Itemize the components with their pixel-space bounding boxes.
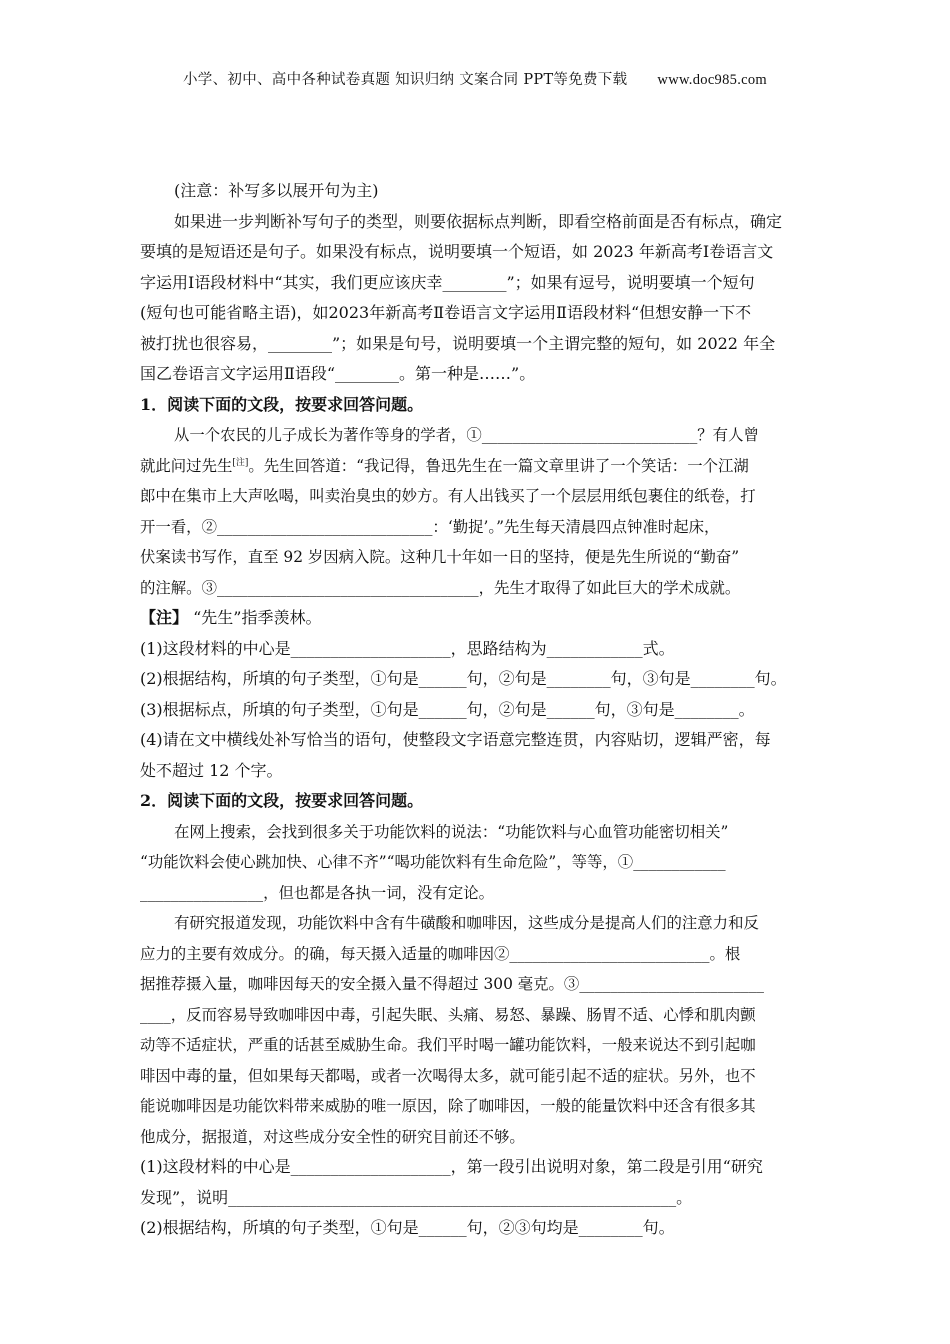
header-site-link[interactable]: www.doc985.com — [657, 72, 767, 88]
intro-line: 要填的是短语还是句子。如果没有标点，说明要填一个短语，如 2023 年新高考Ⅰ卷语言文 — [140, 242, 774, 261]
intro-note: (注意：补写多以展开句为主) — [174, 181, 379, 200]
intro-line: 国乙卷语言文字运用Ⅱ语段“________。第一种是……”。 — [140, 364, 536, 383]
header-text: 小学、初中、高中各种试卷真题 知识归纳 文案合同 PPT等免费下载 — [183, 72, 628, 88]
q1-note — [140, 603, 812, 634]
q1-sub-question: (3)根据标点，所填的句子类型，①句是______句，②句是______句，③句是________。 — [140, 699, 755, 719]
q2-passage-line: ____，反而容易导致咖啡因中毒，引起失眠、头痛、易怒、暴躁、肠胃不适、心悸和肌肉颤 — [140, 1005, 756, 1024]
note-label: 【注】 — [140, 608, 189, 627]
q2-passage-line: 啡因中毒的量，但如果每天都喝，或者一次喝得太多，就可能引起不适的症状。另外，也不 — [140, 1066, 756, 1085]
q1-sub-question: (4)请在文中横线处补写恰当的语句，使整段文字语意完整连贯，内容贴切，逻辑严密，每 — [140, 730, 771, 749]
q2-passage-line: 有研究报道发现，功能饮料中含有牛磺酸和咖啡因，这些成分是提高人们的注意力和反 — [174, 914, 759, 932]
document-body — [140, 176, 812, 1244]
q2-passage-line: “功能饮料会使心跳加快、心律不齐”“喝功能饮料有生命危险”，等等，①____________ — [140, 853, 726, 871]
q2-passage-line: ________________，但也都是各执一词，没有定论。 — [140, 883, 494, 902]
q1-passage-text: 。先生回答道：“我记得，鲁迅先生在一篇文章里讲了一个笑话：一个江湖 — [248, 456, 749, 475]
q1-sub-question: (1)这段材料的中心是____________________，思路结构为____________式。 — [140, 638, 675, 658]
intro-line: 字运用Ⅰ语段材料中“其实，我们更应该庆幸________”；如果有逗号，说明要填一个短句 — [140, 272, 755, 292]
intro-line: 被打扰也很容易，________”；如果是句号，说明要填一个主谓完整的短句，如 2022 年全 — [140, 333, 776, 353]
q2-passage-line: 能说咖啡因是功能饮料带来威胁的唯一原因，除了咖啡因，一般的能量饮料中还含有很多其 — [140, 1097, 756, 1115]
q1-passage-line: 开一看，②____________________________：‘勤捉’。”先生每天清晨四点钟准时起床， — [140, 517, 720, 536]
question-1-title: 1．阅读下面的文段，按要求回答问题。 — [140, 394, 424, 414]
q2-passage-line: 据推荐摄入量，咖啡因每天的安全摄入量不得超过 300 毫克。③________________________ — [140, 975, 765, 993]
q2-passage-line: 他成分，据报道，对这些成分安全性的研究目前还不够。 — [140, 1127, 525, 1146]
question-2-title: 2．阅读下面的文段，按要求回答问题。 — [140, 791, 424, 810]
q1-passage-line: 郎中在集市上大声吆喝，叫卖治臭虫的妙方。有人出钱买了一个层层用纸包裹住的纸卷，打 — [140, 487, 756, 505]
q1-passage-line — [140, 451, 812, 482]
q2-passage-line: 动等不适症状，严重的话甚至威胁生命。我们平时喝一罐功能饮料，一般来说达不到引起咖 — [140, 1036, 756, 1054]
q1-passage-line: 从一个农民的儿子成长为著作等身的学者，①____________________________？有人曾 — [174, 426, 759, 444]
intro-line: (短句也可能省略主语)，如2023年新高考Ⅱ卷语言文字运用Ⅱ语段材料“但想安静一下不 — [140, 303, 752, 322]
note-text: “先生”指季羡林。 — [193, 608, 322, 627]
footnote-marker: [注] — [232, 457, 249, 468]
page-header — [0, 68, 950, 89]
q1-passage-text: 就此问过先生 — [140, 456, 233, 475]
q2-sub-question: (1)这段材料的中心是____________________，第一段引出说明对象，第二段是引用“研究 — [140, 1157, 763, 1176]
q1-passage-line: 的注解。③__________________________________，先生才取得了如此巨大的学术成就。 — [140, 578, 741, 597]
q2-passage-line: 应力的主要有效成分。的确，每天摄入适量的咖啡因②__________________________。根 — [140, 944, 741, 963]
q1-passage-line: 伏案读书写作，直至 92 岁因病入院。这种几十年如一日的坚持，便是先生所说的“勤奋” — [140, 548, 740, 566]
q1-sub-question: (2)根据结构，所填的句子类型，①句是______句，②句是________句，③句是________句。 — [140, 669, 787, 688]
q1-sub-question: 处不超过 12 个字。 — [140, 760, 283, 780]
q2-passage-line: 在网上搜索，会找到很多关于功能饮料的说法：“功能饮料与心血管功能密切相关” — [174, 822, 729, 841]
intro-line: 如果进一步判断补写句子的类型，则要依据标点判断，即看空格前面是否有标点，确定 — [174, 211, 783, 231]
q2-sub-question: (2)根据结构，所填的句子类型，①句是______句，②③句均是________句。 — [140, 1218, 675, 1237]
q2-sub-question: 发现”，说明________________________________________________________。 — [140, 1187, 693, 1207]
